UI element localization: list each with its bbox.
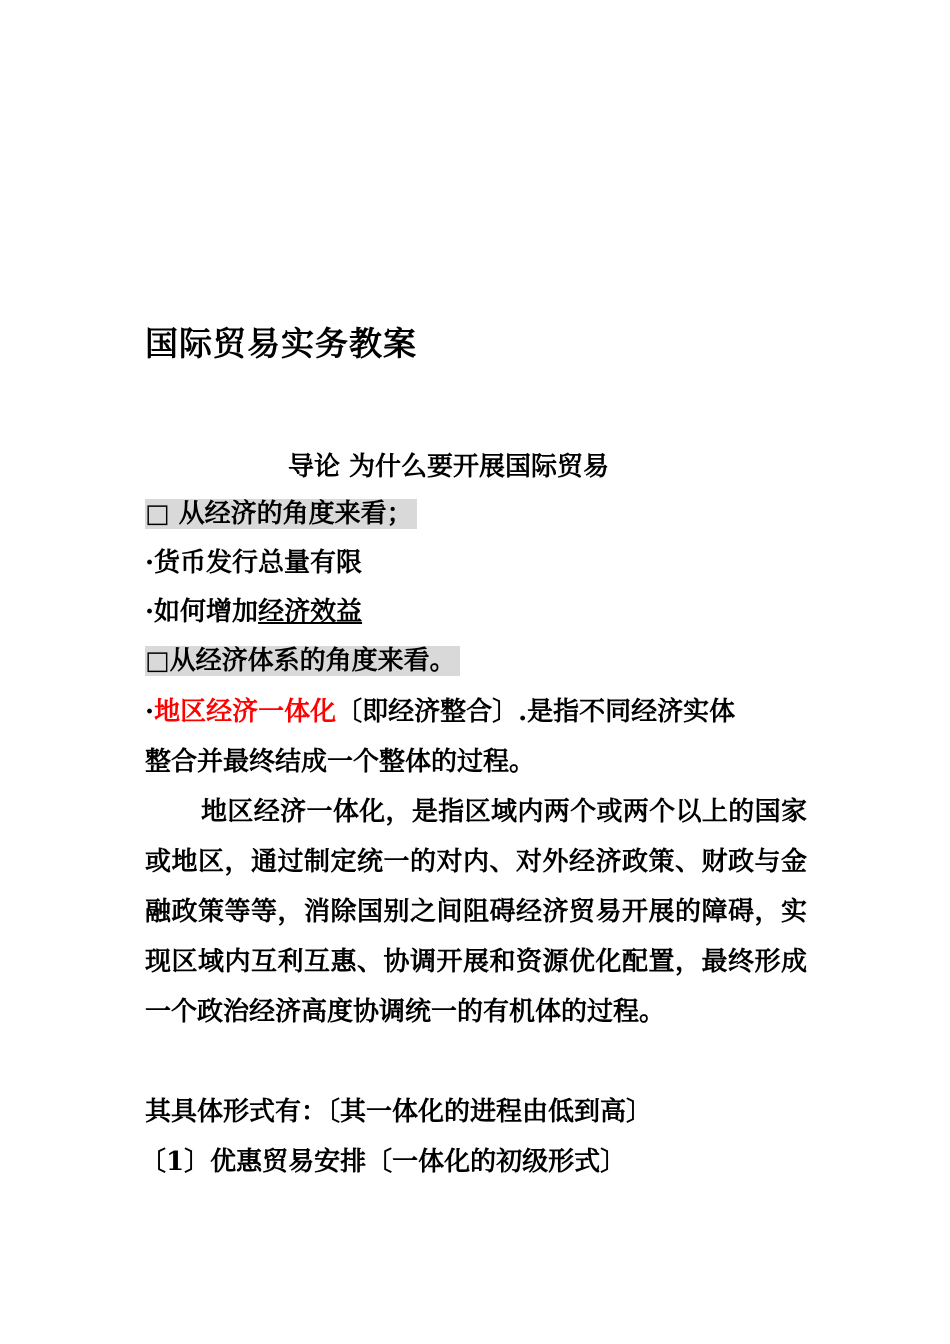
shaded-heading — [145, 646, 460, 676]
heading-text: 从经济体系的角度来看。 — [169, 646, 456, 676]
section-economic-perspective — [145, 496, 417, 532]
shaded-heading — [145, 499, 417, 529]
bullet-text: ·如何增加 — [145, 597, 259, 627]
bullet-mark: · — [145, 697, 155, 727]
highlighted-term: 地区经济一体化 — [154, 697, 337, 727]
forms-intro: 其具体形式有：〔其一体化的进程由低到高〕 — [145, 1097, 653, 1127]
bullet-item — [145, 594, 362, 630]
heading-text: 从经济的角度来看； — [169, 499, 413, 529]
section-system-perspective — [145, 643, 460, 679]
document-title: 国际贸易实务教案 — [145, 324, 417, 363]
form-list-item: 〔1〕优惠贸易安排〔一体化的初级形式〕 — [140, 1147, 627, 1177]
definition-continuation: 整合并最终结成一个整体的过程。 — [145, 747, 536, 777]
underlined-term: 经济效益 — [258, 597, 363, 627]
bullet-item: ·货币发行总量有限 — [145, 548, 363, 578]
body-paragraph: 地区经济一体化，是指区域内两个或两个以上的国家或地区，通过制定统一的对内、对外经济政策、财政与金融政策等等，消除国别之间阻碍经济贸易开展的障碍，实现区域内互利互惠、协调开展和资源优化配置，最终形成一个政治经济高度协调统一的有机体的过程。 — [145, 797, 807, 1027]
checkbox-square-icon: □ — [145, 646, 170, 676]
section-heading: 导论 为什么要开展国际贸易 — [288, 452, 610, 482]
definition-text: 〔即经济整合〕.是指不同经济实体 — [336, 697, 736, 727]
definition-line — [145, 694, 735, 730]
checkbox-square-icon: □ — [145, 499, 170, 529]
